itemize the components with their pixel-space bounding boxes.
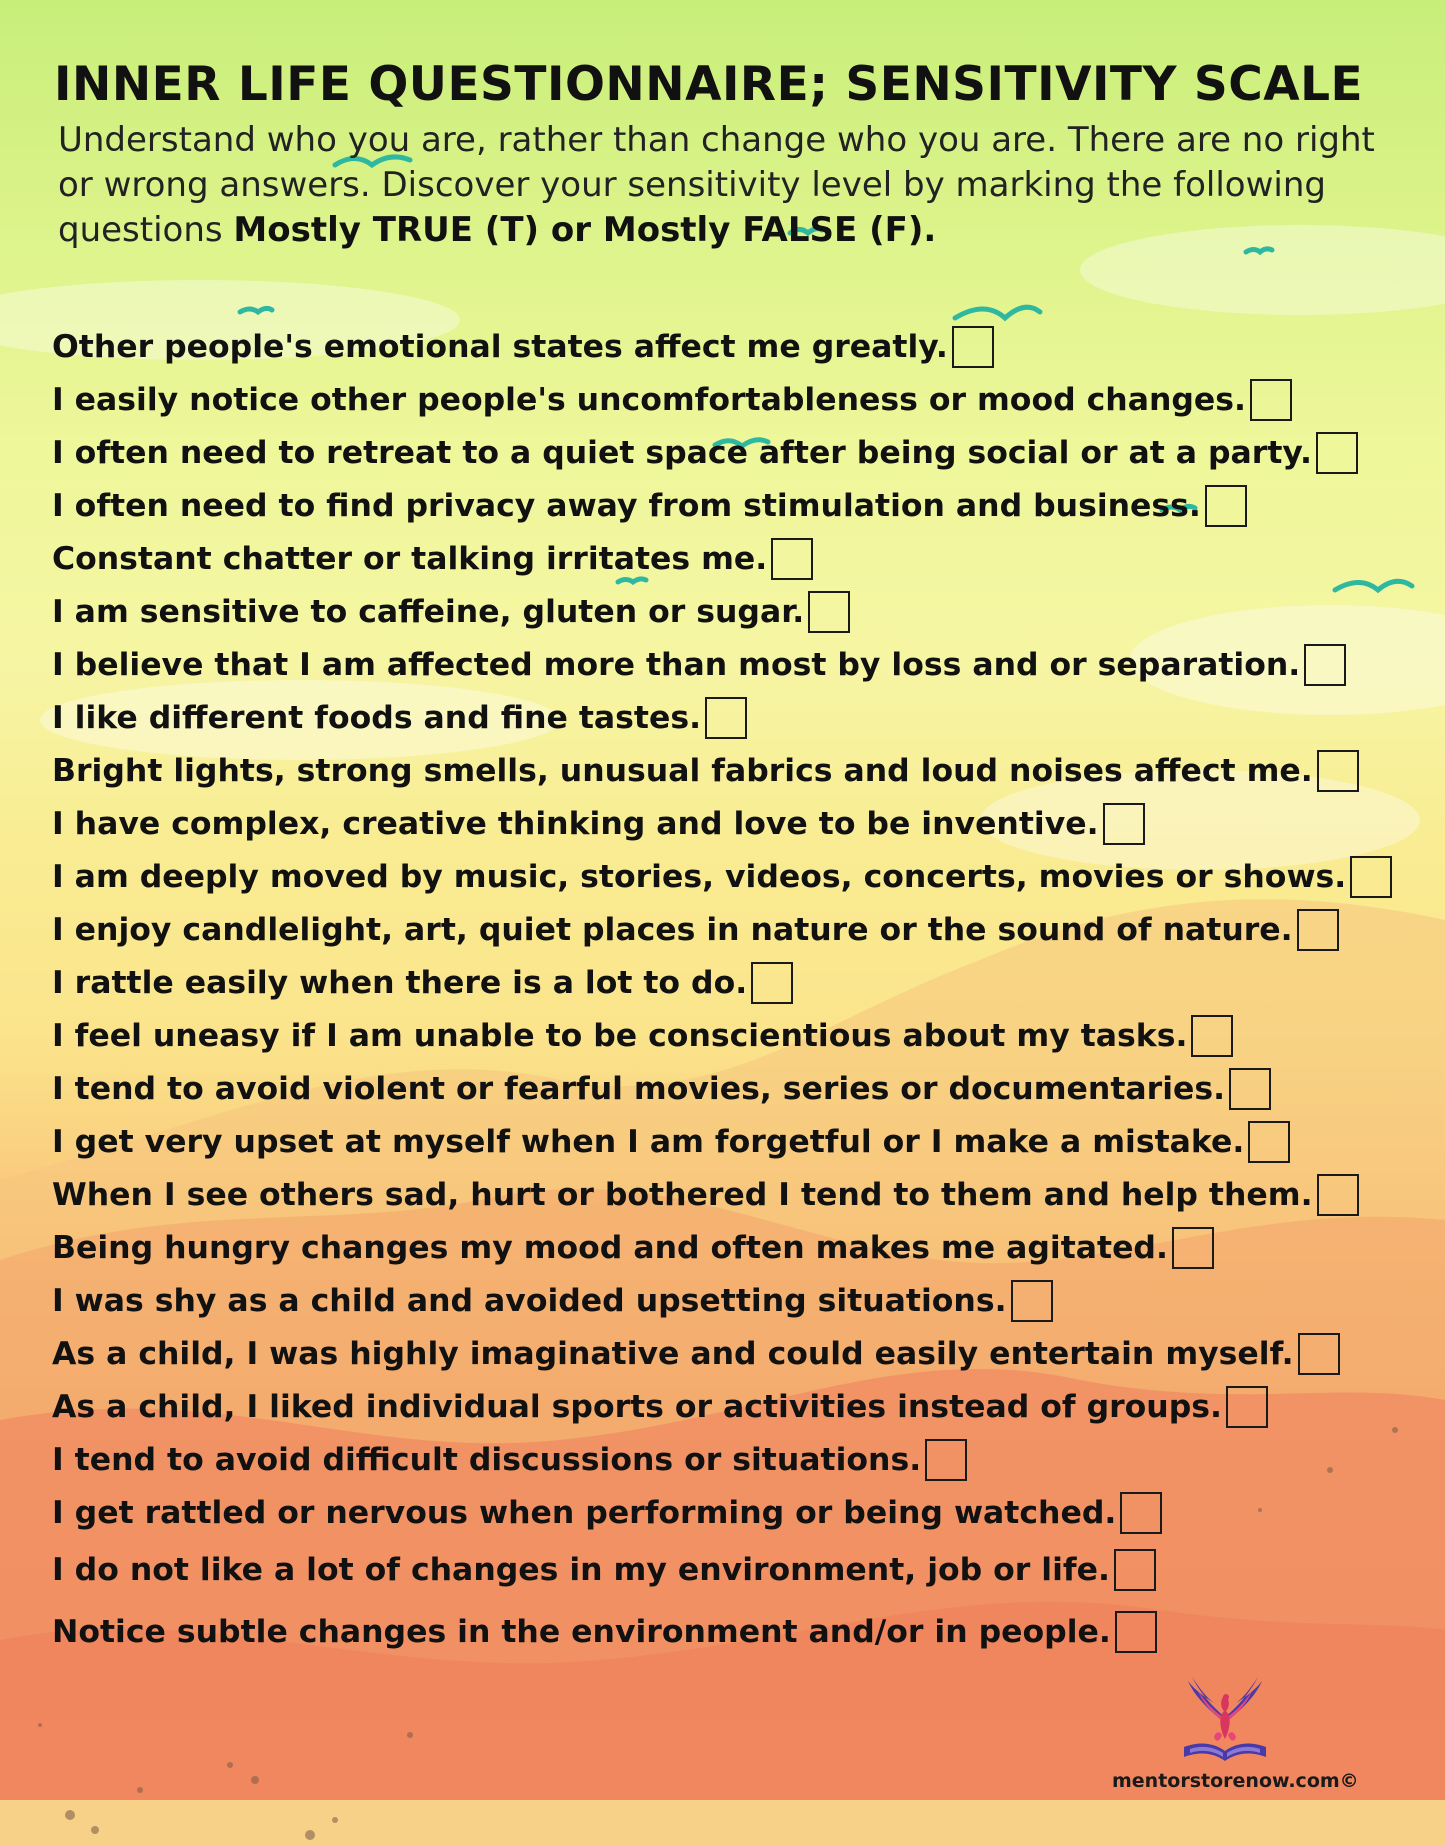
question-text: I rattle easily when there is a lot to do. bbox=[52, 964, 748, 1001]
question-list bbox=[52, 320, 1432, 1663]
question-item bbox=[52, 532, 1432, 585]
answer-checkbox[interactable] bbox=[1172, 1227, 1214, 1269]
question-item bbox=[52, 1327, 1432, 1380]
question-text: As a child, I was highly imaginative and could easily entertain myself. bbox=[52, 1335, 1294, 1372]
question-text: I easily notice other people's uncomfortableness or mood changes. bbox=[52, 381, 1247, 418]
question-item bbox=[52, 1486, 1432, 1539]
answer-checkbox[interactable] bbox=[1248, 1121, 1290, 1163]
answer-checkbox[interactable] bbox=[751, 962, 793, 1004]
question-item bbox=[52, 797, 1432, 850]
answer-checkbox[interactable] bbox=[1316, 432, 1358, 474]
question-text: I was shy as a child and avoided upsetting situations. bbox=[52, 1282, 1007, 1319]
answer-checkbox[interactable] bbox=[1304, 644, 1346, 686]
question-text: As a child, I liked individual sports or activities instead of groups. bbox=[52, 1388, 1222, 1425]
question-text: I tend to avoid difficult discussions or situations. bbox=[52, 1441, 922, 1478]
intro-text: Understand who you are, rather than change who you are. There are no right or wrong answers. Discover your sensitivity level by marking the following questions bbox=[58, 120, 1375, 250]
question-text: I tend to avoid violent or fearful movies, series or documentaries. bbox=[52, 1070, 1226, 1107]
question-item bbox=[52, 1274, 1432, 1327]
answer-checkbox[interactable] bbox=[1250, 379, 1292, 421]
answer-checkbox[interactable] bbox=[808, 591, 850, 633]
question-item bbox=[52, 320, 1432, 373]
question-text: Being hungry changes my mood and often makes me agitated. bbox=[52, 1229, 1168, 1266]
question-text: Other people's emotional states affect me greatly. bbox=[52, 328, 948, 365]
page-title: INNER LIFE QUESTIONNAIRE; SENSITIVITY SCALE bbox=[54, 57, 1364, 112]
answer-checkbox[interactable] bbox=[1298, 1333, 1340, 1375]
question-item bbox=[52, 1115, 1432, 1168]
question-text: I often need to find privacy away from stimulation and business. bbox=[52, 487, 1201, 524]
question-text: I have complex, creative thinking and love to be inventive. bbox=[52, 805, 1099, 842]
question-item bbox=[52, 1168, 1432, 1221]
question-text: I am deeply moved by music, stories, videos, concerts, movies or shows. bbox=[52, 858, 1347, 895]
question-text: I often need to retreat to a quiet space after being social or at a party. bbox=[52, 434, 1312, 471]
answer-checkbox[interactable] bbox=[1317, 750, 1359, 792]
question-item bbox=[52, 1601, 1432, 1663]
question-item bbox=[52, 1221, 1432, 1274]
question-item bbox=[52, 1539, 1432, 1601]
question-item bbox=[52, 956, 1432, 1009]
question-item bbox=[52, 585, 1432, 638]
question-text: I am sensitive to caffeine, gluten or sugar. bbox=[52, 593, 805, 630]
question-text: I do not like a lot of changes in my environment, job or life. bbox=[52, 1552, 1110, 1588]
question-item bbox=[52, 903, 1432, 956]
question-item bbox=[52, 373, 1432, 426]
question-text: Notice subtle changes in the environment and/or in people. bbox=[52, 1614, 1111, 1650]
question-item bbox=[52, 1433, 1432, 1486]
question-item bbox=[52, 1062, 1432, 1115]
question-item bbox=[52, 638, 1432, 691]
question-text: Constant chatter or talking irritates me. bbox=[52, 540, 768, 577]
answer-checkbox[interactable] bbox=[1205, 485, 1247, 527]
question-text: I feel uneasy if I am unable to be conscientious about my tasks. bbox=[52, 1017, 1188, 1054]
answer-checkbox[interactable] bbox=[952, 326, 994, 368]
answer-checkbox[interactable] bbox=[1115, 1611, 1157, 1653]
answer-checkbox[interactable] bbox=[1120, 1492, 1162, 1534]
answer-checkbox[interactable] bbox=[1317, 1174, 1359, 1216]
answer-checkbox[interactable] bbox=[1103, 803, 1145, 845]
intro-emphasis: Mostly TRUE (T) or Mostly FALSE (F). bbox=[233, 210, 937, 250]
answer-checkbox[interactable] bbox=[1350, 856, 1392, 898]
question-text: I like different foods and fine tastes. bbox=[52, 699, 702, 736]
answer-checkbox[interactable] bbox=[1297, 909, 1339, 951]
question-text: When I see others sad, hurt or bothered I tend to them and help them. bbox=[52, 1176, 1313, 1213]
website-credit: mentorstorenow.com© bbox=[1112, 1770, 1359, 1792]
question-text: I enjoy candlelight, art, quiet places in nature or the sound of nature. bbox=[52, 911, 1293, 948]
question-item bbox=[52, 426, 1432, 479]
question-text: Bright lights, strong smells, unusual fabrics and loud noises affect me. bbox=[52, 752, 1313, 789]
answer-checkbox[interactable] bbox=[925, 1439, 967, 1481]
question-text: I get rattled or nervous when performing or being watched. bbox=[52, 1494, 1117, 1531]
question-item bbox=[52, 850, 1432, 903]
answer-checkbox[interactable] bbox=[1191, 1015, 1233, 1057]
answer-checkbox[interactable] bbox=[705, 697, 747, 739]
question-item bbox=[52, 479, 1432, 532]
answer-checkbox[interactable] bbox=[1114, 1549, 1156, 1591]
answer-checkbox[interactable] bbox=[1011, 1280, 1053, 1322]
question-text: I believe that I am affected more than most by loss and or separation. bbox=[52, 646, 1301, 683]
phoenix-book-icon bbox=[1170, 1675, 1280, 1765]
answer-checkbox[interactable] bbox=[1226, 1386, 1268, 1428]
answer-checkbox[interactable] bbox=[1229, 1068, 1271, 1110]
question-item bbox=[52, 691, 1432, 744]
question-item bbox=[52, 1009, 1432, 1062]
question-item bbox=[52, 1380, 1432, 1433]
answer-checkbox[interactable] bbox=[771, 538, 813, 580]
question-text: I get very upset at myself when I am forgetful or I make a mistake. bbox=[52, 1123, 1245, 1160]
question-item bbox=[52, 744, 1432, 797]
intro-paragraph bbox=[58, 118, 1388, 253]
